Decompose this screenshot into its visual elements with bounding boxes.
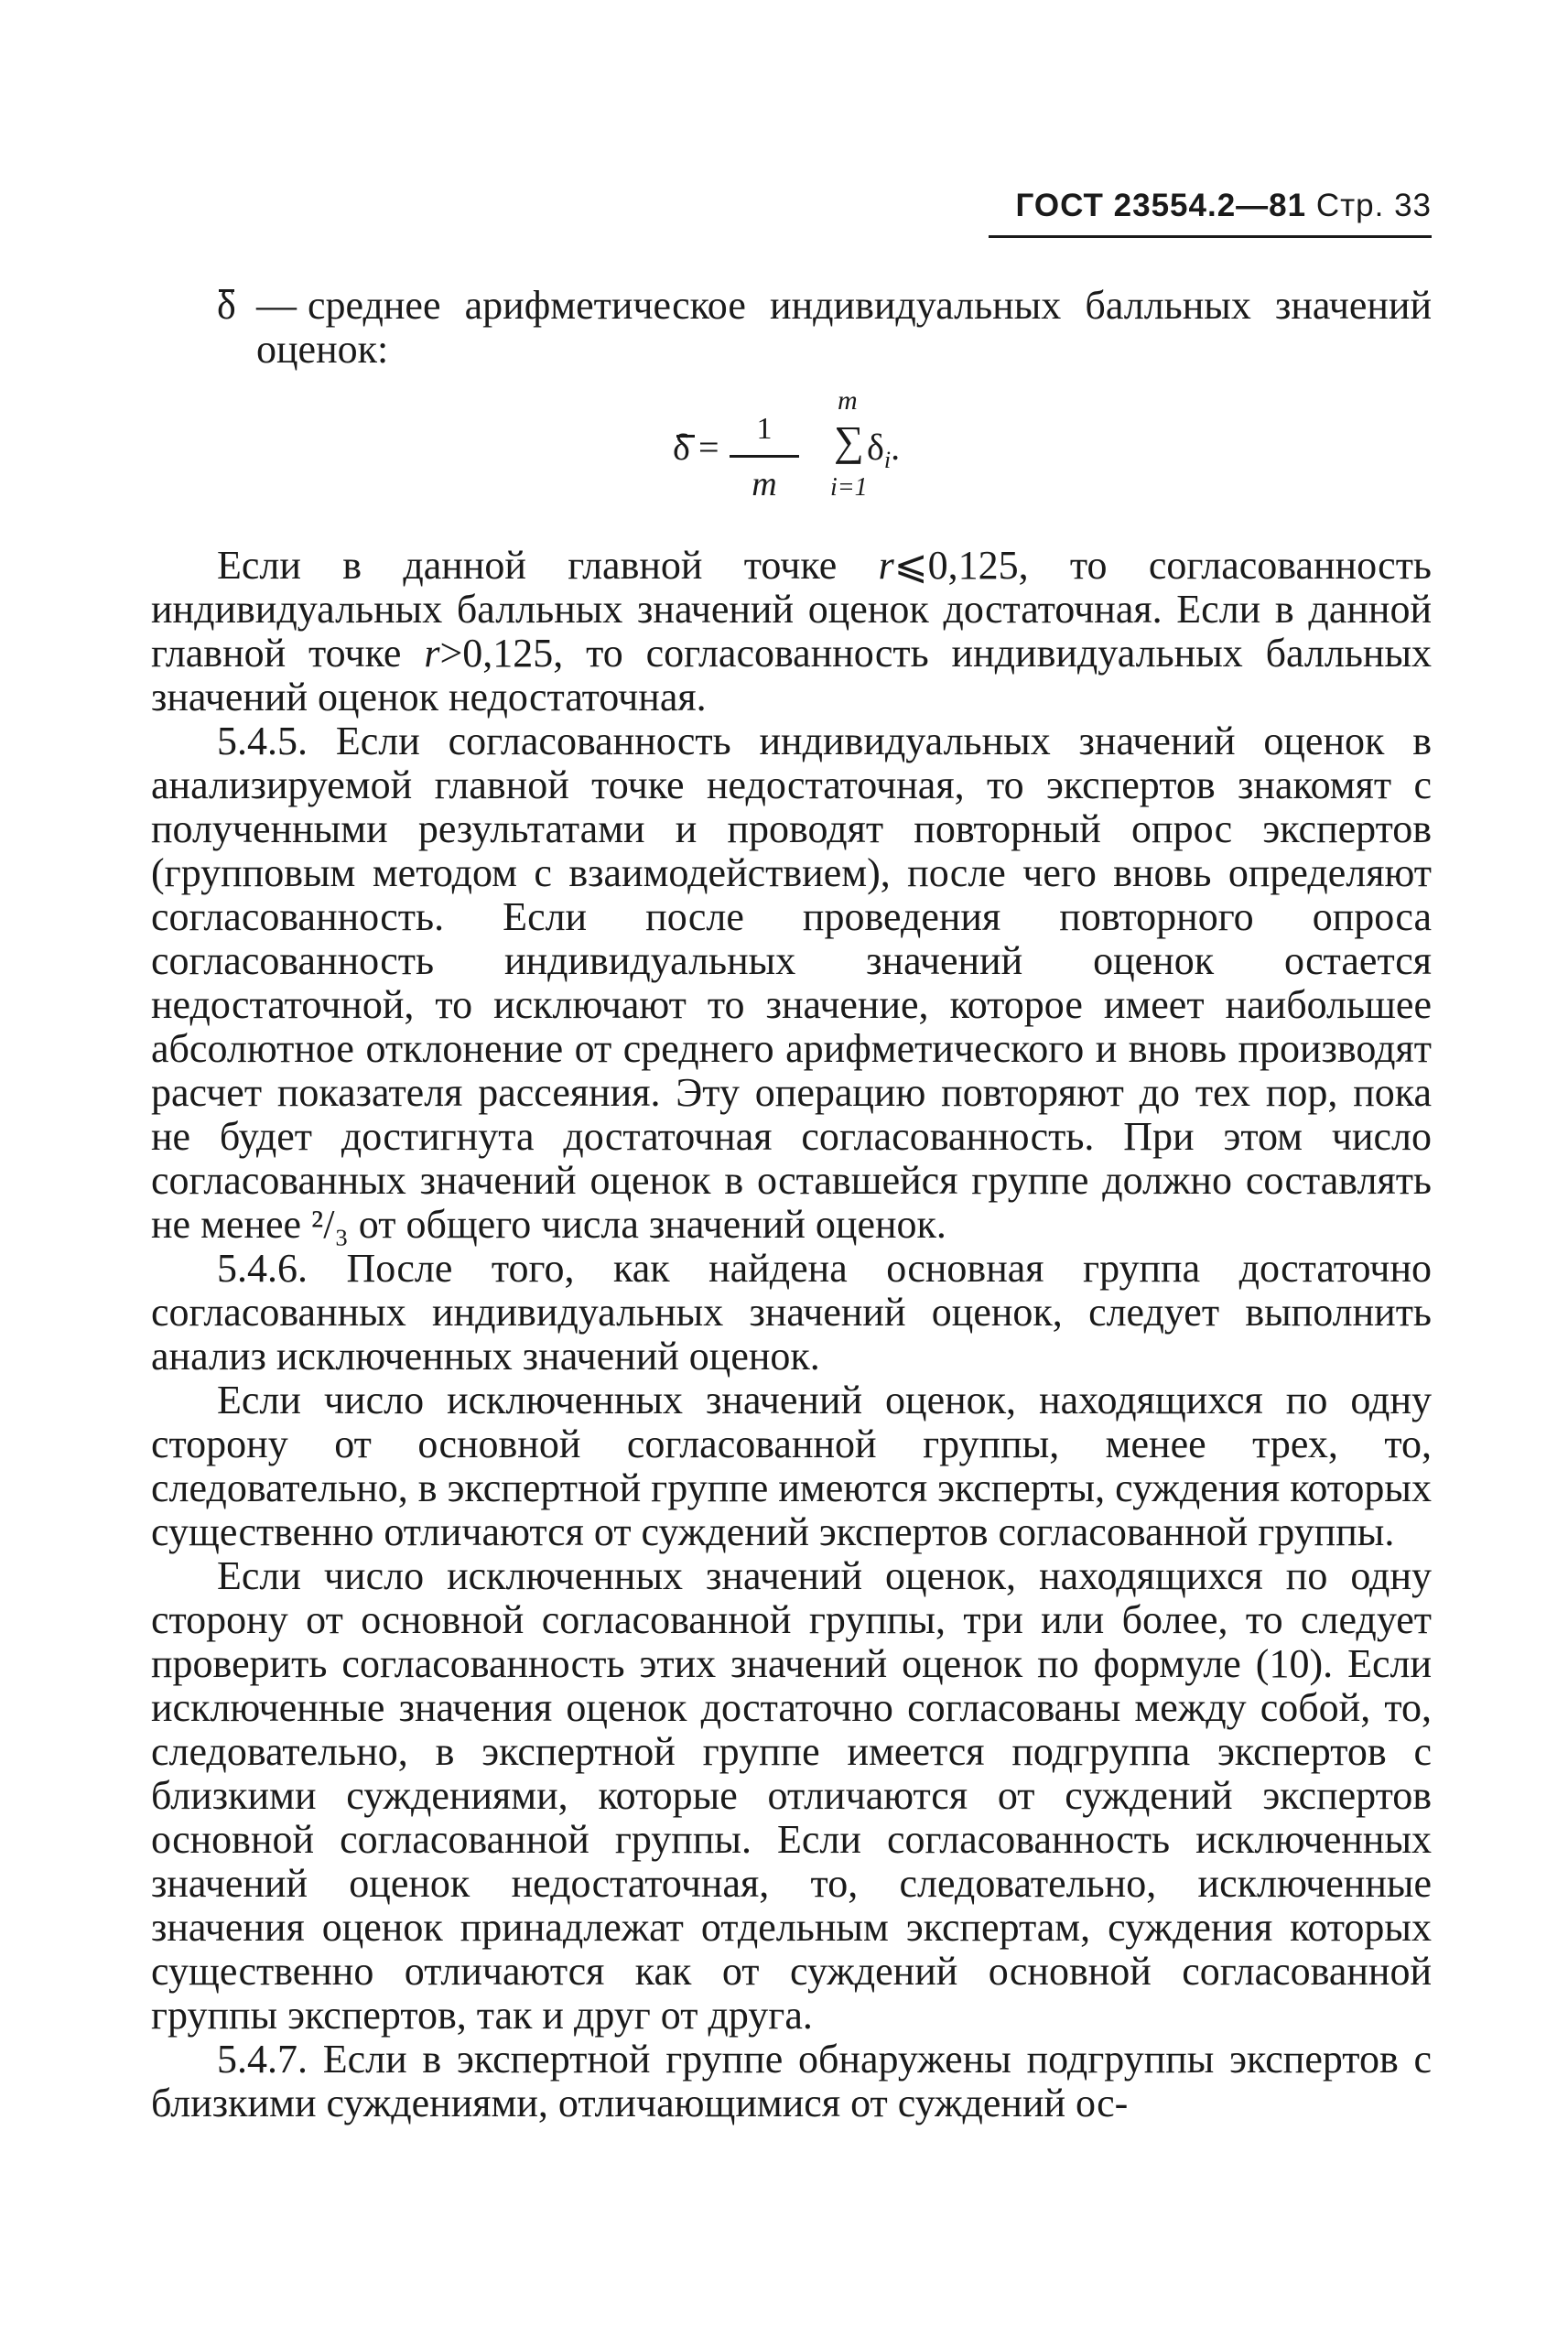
fraction-line	[730, 455, 799, 458]
fraction-numerator: 1	[756, 412, 773, 446]
paragraph	[151, 1247, 1432, 1379]
sum-symbol: ∑	[834, 417, 864, 464]
header-rule	[989, 235, 1432, 238]
paragraph	[151, 1379, 1432, 1554]
definition-text: — среднее арифметическое индивидуальных балльных значений оценок:	[256, 283, 1432, 372]
sum-upper-limit: m	[838, 385, 858, 416]
overline	[219, 289, 234, 292]
paragraph-text: Если число исключенных значений оценок, находящихся по одну сторону от основной согласованной группы, менее трех, то, следовательно, в экспертной группе имеются эксперты, суждения которых существенно отличаются от суждений экспертов согласованной группы.	[151, 1378, 1432, 1554]
paragraph	[151, 544, 1432, 719]
page-header	[989, 188, 1432, 224]
definition-symbol: δ	[217, 283, 236, 328]
document-code: ГОСТ 23554.2—81	[1015, 188, 1307, 223]
paragraph	[151, 1554, 1432, 2038]
mean-formula	[673, 385, 966, 517]
paragraph	[151, 2038, 1432, 2125]
math-variable: r	[878, 543, 894, 588]
paragraph-text: Если в данной главной точке	[217, 543, 879, 588]
sum-lower-limit: i=1	[830, 473, 868, 502]
paragraph-text: ⩽0,125, то согласованность индивидуальных балльных значений оценок достаточная. Если в данной главной точке	[151, 543, 1432, 676]
formula-lhs: δ	[673, 427, 690, 468]
math-variable: r	[424, 631, 440, 676]
paragraph-text: 5.4.5. Если согласованность индивидуальных значений оценок в анализируемой главной точке недостаточная, то экспертов знакомят с полученными результатами и проводят повторный опрос экспертов (групповым методом с взаимодействием), после чего вновь определяют согласованность. Если после проведения повторного опроса согласованность индивидуальных значений оценок остается недостаточной, то исключают то значение, которое имеет наибольшее абсолютное отклонение от среднего арифметического и вновь производят расчет показателя рассеяния. Эту операцию повторяют до тех пор, пока не будет достигнута достаточная согласованность. При этом число согласованных значений оценок в оставшейся группе должно составлять не менее ²/₃ от общего числа значений оценок.	[151, 719, 1432, 1247]
formula-equals: =	[698, 427, 719, 468]
sum-term: $\delta_i$.	[867, 427, 901, 473]
paragraph-text: >0,125, то согласованность индивидуальных балльных значений оценок недостаточная.	[151, 631, 1433, 719]
body-text	[151, 544, 1432, 2125]
paragraph-text: Если число исключенных значений оценок, находящихся по одну сторону от основной согласованной группы, три или более, то следует проверить согласованность этих значений оценок по формуле (10). Если исключенные значения оценок достаточно согласованы между собой, то, следовательно, в экспертной группе имеется подгруппа экспертов с близкими суждениями, которые отличаются от суждений экспертов основной согласованной группы. Если согласованность исключенных значений оценок недостаточная, то, следовательно, исключенные значения оценок принадлежат отдельным экспертам, суждения которых существенно отличаются как от суждений основной согласованной группы экспертов, так и друг от друга.	[151, 1553, 1432, 2038]
paragraph-text: 5.4.7. Если в экспертной группе обнаружены подгруппы экспертов с близкими суждениями, отличающимися от суждений ос-	[151, 2037, 1432, 2125]
paragraph-text: 5.4.6. После того, как найдена основная группа достаточно согласованных индивидуальных значений оценок, следует выполнить анализ исключенных значений оценок.	[151, 1246, 1432, 1379]
fraction-denominator: m	[752, 465, 777, 503]
definition-block	[151, 284, 1432, 372]
page-number: Стр. 33	[1315, 188, 1432, 223]
paragraph	[151, 719, 1432, 1247]
